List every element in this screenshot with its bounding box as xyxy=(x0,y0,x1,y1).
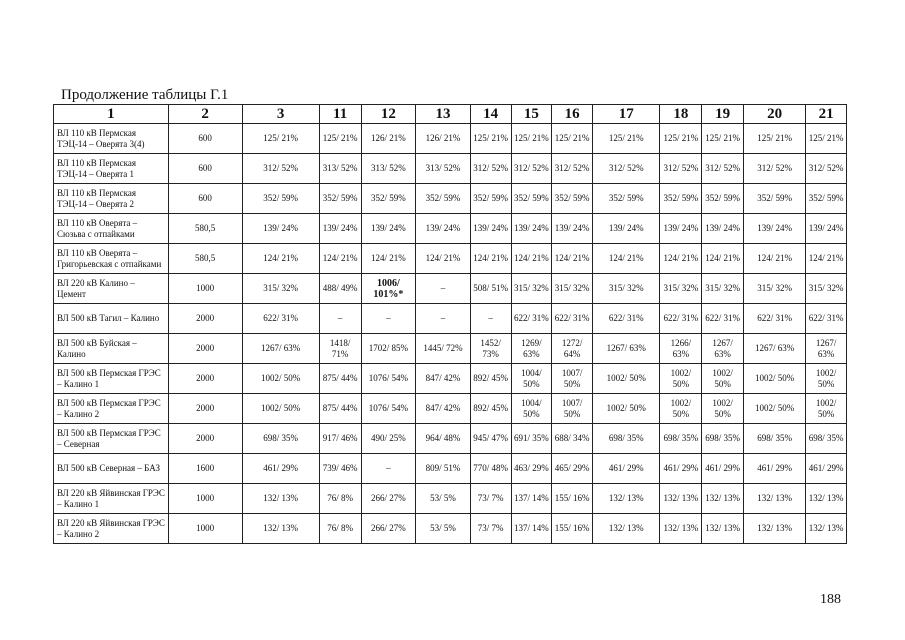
line-name-cell: ВЛ 110 кВ Оверята – Григорьевская с отпайками xyxy=(54,244,169,274)
table-cell: 126/ 21% xyxy=(361,124,416,154)
table-cell: 315/ 32% xyxy=(744,274,806,304)
table-cell: 1002/ 50% xyxy=(744,364,806,394)
table-cell: 73/ 7% xyxy=(470,514,511,544)
table-row xyxy=(54,424,847,454)
table-row xyxy=(54,364,847,394)
column-header: 21 xyxy=(806,105,847,124)
table-caption: Продолжение таблицы Г.1 xyxy=(61,87,229,103)
table-cell: 463/ 29% xyxy=(511,454,552,484)
table-cell: 691/ 35% xyxy=(511,424,552,454)
table-cell: 312/ 52% xyxy=(511,154,552,184)
table-cell: 352/ 59% xyxy=(242,184,319,214)
table-cell: 580,5 xyxy=(168,244,242,274)
table-cell: 125/ 21% xyxy=(702,124,744,154)
table-cell: – xyxy=(361,304,416,334)
table-cell: 917/ 46% xyxy=(319,424,361,454)
table-cell: 1006/ 101%* xyxy=(361,274,416,304)
table-cell: 132/ 13% xyxy=(744,484,806,514)
table-cell: 352/ 59% xyxy=(744,184,806,214)
column-header: 12 xyxy=(361,105,416,124)
table-cell: 315/ 32% xyxy=(511,274,552,304)
line-name-cell: ВЛ 500 кВ Северная – БАЗ xyxy=(54,454,169,484)
column-header: 13 xyxy=(416,105,471,124)
table-cell: 125/ 21% xyxy=(592,124,660,154)
line-name-cell: ВЛ 110 кВ Пермская ТЭЦ-14 – Оверята 1 xyxy=(54,154,169,184)
table-cell: 1002/ 50% xyxy=(806,364,847,394)
table-cell: 315/ 32% xyxy=(242,274,319,304)
table-cell: 698/ 35% xyxy=(744,424,806,454)
table-cell: 312/ 52% xyxy=(552,154,593,184)
table-cell: 139/ 24% xyxy=(552,214,593,244)
table-cell: 1272/ 64% xyxy=(552,334,593,364)
table-cell: 73/ 7% xyxy=(470,484,511,514)
table-cell: – xyxy=(361,454,416,484)
table-cell: 461/ 29% xyxy=(702,454,744,484)
table-cell: 1002/ 50% xyxy=(592,394,660,424)
table-cell: 698/ 35% xyxy=(242,424,319,454)
table-cell: 132/ 13% xyxy=(242,514,319,544)
table-cell: 892/ 45% xyxy=(470,394,511,424)
table-cell: 1076/ 54% xyxy=(361,394,416,424)
table-cell: 53/ 5% xyxy=(416,514,471,544)
table-cell: 461/ 29% xyxy=(806,454,847,484)
table-cell: 622/ 31% xyxy=(242,304,319,334)
table-cell: 137/ 14% xyxy=(511,484,552,514)
table-cell: 1266/ 63% xyxy=(660,334,702,364)
line-name-cell: ВЛ 220 кВ Яйвинская ГРЭС – Калино 2 xyxy=(54,514,169,544)
table-cell: 132/ 13% xyxy=(660,514,702,544)
table-cell: 1267/ 63% xyxy=(592,334,660,364)
table-cell: 461/ 29% xyxy=(660,454,702,484)
table-cell: 688/ 34% xyxy=(552,424,593,454)
table-cell: 315/ 32% xyxy=(702,274,744,304)
table-cell: 875/ 44% xyxy=(319,394,361,424)
table-cell: 124/ 21% xyxy=(416,244,471,274)
table-cell: 132/ 13% xyxy=(592,484,660,514)
table-cell: 1418/ 71% xyxy=(319,334,361,364)
table-cell: 139/ 24% xyxy=(744,214,806,244)
table-cell: 315/ 32% xyxy=(552,274,593,304)
table-cell: 352/ 59% xyxy=(319,184,361,214)
table-cell: 739/ 46% xyxy=(319,454,361,484)
table-cell: 600 xyxy=(168,124,242,154)
table-row xyxy=(54,274,847,304)
table-cell: 132/ 13% xyxy=(660,484,702,514)
line-name-cell: ВЛ 220 кВ Яйвинская ГРЭС – Калино 1 xyxy=(54,484,169,514)
table-cell: 1267/ 63% xyxy=(744,334,806,364)
table-cell: 945/ 47% xyxy=(470,424,511,454)
table-cell: 125/ 21% xyxy=(242,124,319,154)
table-cell: 1002/ 50% xyxy=(592,364,660,394)
line-name-cell: ВЛ 500 кВ Пермская ГРЭС – Северная xyxy=(54,424,169,454)
table-cell: 622/ 31% xyxy=(660,304,702,334)
table-cell: 964/ 48% xyxy=(416,424,471,454)
table-cell: 622/ 31% xyxy=(806,304,847,334)
table-cell: 139/ 24% xyxy=(660,214,702,244)
table-cell: 461/ 29% xyxy=(242,454,319,484)
table-cell: 125/ 21% xyxy=(552,124,593,154)
table-cell: 139/ 24% xyxy=(242,214,319,244)
table-cell: 1267/ 63% xyxy=(242,334,319,364)
table-cell: 508/ 51% xyxy=(470,274,511,304)
table-cell: 352/ 59% xyxy=(416,184,471,214)
table-cell: 125/ 21% xyxy=(319,124,361,154)
table-cell: 847/ 42% xyxy=(416,364,471,394)
data-table xyxy=(53,104,847,544)
table-row xyxy=(54,484,847,514)
table-cell: 2000 xyxy=(168,394,242,424)
column-header: 15 xyxy=(511,105,552,124)
table-row xyxy=(54,214,847,244)
table-cell: 622/ 31% xyxy=(702,304,744,334)
table-cell: 312/ 52% xyxy=(806,154,847,184)
line-name-cell: ВЛ 110 кВ Оверята – Сюзьва с отпайками xyxy=(54,214,169,244)
table-cell: 266/ 27% xyxy=(361,484,416,514)
table-cell: 1269/ 63% xyxy=(511,334,552,364)
table-cell: 125/ 21% xyxy=(511,124,552,154)
table-cell: 266/ 27% xyxy=(361,514,416,544)
line-name-cell: ВЛ 110 кВ Пермская ТЭЦ-14 – Оверята 2 xyxy=(54,184,169,214)
table-cell: 1007/ 50% xyxy=(552,394,593,424)
table-cell: 312/ 52% xyxy=(744,154,806,184)
table-cell: 1002/ 50% xyxy=(702,394,744,424)
column-header: 3 xyxy=(242,105,319,124)
table-cell: 352/ 59% xyxy=(470,184,511,214)
table-cell: 2000 xyxy=(168,364,242,394)
table-cell: 352/ 59% xyxy=(511,184,552,214)
column-header: 2 xyxy=(168,105,242,124)
table-cell: 622/ 31% xyxy=(552,304,593,334)
table-cell: 1267/ 63% xyxy=(806,334,847,364)
table-cell: 313/ 52% xyxy=(361,154,416,184)
table-cell: 352/ 59% xyxy=(702,184,744,214)
table-cell: 2000 xyxy=(168,334,242,364)
table-cell: 124/ 21% xyxy=(319,244,361,274)
table-cell: 461/ 29% xyxy=(592,454,660,484)
table-cell: 313/ 52% xyxy=(319,154,361,184)
table-cell: 1076/ 54% xyxy=(361,364,416,394)
table-cell: 352/ 59% xyxy=(592,184,660,214)
column-header: 16 xyxy=(552,105,593,124)
page-number: 188 xyxy=(820,592,841,607)
table-cell: 139/ 24% xyxy=(806,214,847,244)
table-cell: 315/ 32% xyxy=(660,274,702,304)
table-cell: 2000 xyxy=(168,304,242,334)
table-cell: 490/ 25% xyxy=(361,424,416,454)
table-cell: 155/ 16% xyxy=(552,484,593,514)
table-cell: 124/ 21% xyxy=(511,244,552,274)
table-cell: 137/ 14% xyxy=(511,514,552,544)
table-row xyxy=(54,514,847,544)
table-cell: 698/ 35% xyxy=(592,424,660,454)
table-cell: 124/ 21% xyxy=(242,244,319,274)
table-cell: – xyxy=(319,304,361,334)
table-cell: 124/ 21% xyxy=(552,244,593,274)
table-cell: 600 xyxy=(168,184,242,214)
table-cell: 770/ 48% xyxy=(470,454,511,484)
table-row xyxy=(54,244,847,274)
table-cell: 1002/ 50% xyxy=(242,364,319,394)
table-cell: 139/ 24% xyxy=(361,214,416,244)
table-cell: 132/ 13% xyxy=(744,514,806,544)
table-cell: 132/ 13% xyxy=(592,514,660,544)
table-cell: 1000 xyxy=(168,514,242,544)
table-cell: 580,5 xyxy=(168,214,242,244)
table-cell: 132/ 13% xyxy=(702,514,744,544)
table-cell: 124/ 21% xyxy=(744,244,806,274)
column-header: 14 xyxy=(470,105,511,124)
table-cell: 461/ 29% xyxy=(744,454,806,484)
table-cell: – xyxy=(470,304,511,334)
table-cell: 139/ 24% xyxy=(511,214,552,244)
table-cell: 139/ 24% xyxy=(592,214,660,244)
table-cell: 124/ 21% xyxy=(592,244,660,274)
table-cell: 125/ 21% xyxy=(744,124,806,154)
table-cell: 1000 xyxy=(168,484,242,514)
table-cell: 125/ 21% xyxy=(660,124,702,154)
table-cell: 622/ 31% xyxy=(592,304,660,334)
table-cell: 698/ 35% xyxy=(806,424,847,454)
table-cell: 875/ 44% xyxy=(319,364,361,394)
table-cell: 139/ 24% xyxy=(470,214,511,244)
table-cell: 132/ 13% xyxy=(806,484,847,514)
table-cell: 622/ 31% xyxy=(744,304,806,334)
table-cell: 312/ 52% xyxy=(470,154,511,184)
table-cell: 1002/ 50% xyxy=(242,394,319,424)
table-row xyxy=(54,394,847,424)
table-cell: 809/ 51% xyxy=(416,454,471,484)
table-cell: 76/ 8% xyxy=(319,514,361,544)
table-cell: 315/ 32% xyxy=(806,274,847,304)
table-cell: 1267/ 63% xyxy=(702,334,744,364)
table-cell: – xyxy=(416,274,471,304)
table-body xyxy=(54,124,847,544)
table-cell: 132/ 13% xyxy=(702,484,744,514)
table-cell: 622/ 31% xyxy=(511,304,552,334)
table-cell: 124/ 21% xyxy=(470,244,511,274)
column-header: 17 xyxy=(592,105,660,124)
table-cell: 488/ 49% xyxy=(319,274,361,304)
table-cell: 1600 xyxy=(168,454,242,484)
column-header: 11 xyxy=(319,105,361,124)
table-cell: 312/ 52% xyxy=(592,154,660,184)
table-cell: 312/ 52% xyxy=(242,154,319,184)
line-name-cell: ВЛ 110 кВ Пермская ТЭЦ-14 – Оверята 3(4) xyxy=(54,124,169,154)
table-cell: 352/ 59% xyxy=(361,184,416,214)
table-cell: 1004/ 50% xyxy=(511,394,552,424)
table-cell: 312/ 52% xyxy=(660,154,702,184)
column-header: 19 xyxy=(702,105,744,124)
table-cell: 1445/ 72% xyxy=(416,334,471,364)
table-row xyxy=(54,304,847,334)
table-cell: 1452/ 73% xyxy=(470,334,511,364)
line-name-cell: ВЛ 500 кВ Пермская ГРЭС – Калино 1 xyxy=(54,364,169,394)
table-cell: 1002/ 50% xyxy=(806,394,847,424)
table-cell: – xyxy=(416,304,471,334)
table-cell: 139/ 24% xyxy=(416,214,471,244)
table-cell: 465/ 29% xyxy=(552,454,593,484)
column-header: 1 xyxy=(54,105,169,124)
table-cell: 1002/ 50% xyxy=(744,394,806,424)
table-cell: 1000 xyxy=(168,274,242,304)
table-cell: 1002/ 50% xyxy=(660,394,702,424)
table-cell: 53/ 5% xyxy=(416,484,471,514)
table-cell: 352/ 59% xyxy=(806,184,847,214)
table-cell: 352/ 59% xyxy=(660,184,702,214)
table-cell: 1004/ 50% xyxy=(511,364,552,394)
column-header: 18 xyxy=(660,105,702,124)
table-cell: 124/ 21% xyxy=(806,244,847,274)
table-cell: 124/ 21% xyxy=(702,244,744,274)
table-cell: 1002/ 50% xyxy=(702,364,744,394)
table-cell: 315/ 32% xyxy=(592,274,660,304)
table-cell: 1702/ 85% xyxy=(361,334,416,364)
table-cell: 124/ 21% xyxy=(361,244,416,274)
table-cell: 352/ 59% xyxy=(552,184,593,214)
line-name-cell: ВЛ 500 кВ Тагил – Калино xyxy=(54,304,169,334)
line-name-cell: ВЛ 220 кВ Калино – Цемент xyxy=(54,274,169,304)
line-name-cell: ВЛ 500 кВ Пермская ГРЭС – Калино 2 xyxy=(54,394,169,424)
table-cell: 2000 xyxy=(168,424,242,454)
table-cell: 76/ 8% xyxy=(319,484,361,514)
table-cell: 847/ 42% xyxy=(416,394,471,424)
table-cell: 139/ 24% xyxy=(319,214,361,244)
table-cell: 313/ 52% xyxy=(416,154,471,184)
table-cell: 126/ 21% xyxy=(416,124,471,154)
table-row xyxy=(54,154,847,184)
table-cell: 698/ 35% xyxy=(702,424,744,454)
table-cell: 124/ 21% xyxy=(660,244,702,274)
table-cell: 139/ 24% xyxy=(702,214,744,244)
line-name-cell: ВЛ 500 кВ Буйская – Калино xyxy=(54,334,169,364)
table-cell: 312/ 52% xyxy=(702,154,744,184)
table-cell: 1007/ 50% xyxy=(552,364,593,394)
table-row xyxy=(54,124,847,154)
column-header: 20 xyxy=(744,105,806,124)
table-row xyxy=(54,454,847,484)
table-header-row xyxy=(54,105,847,124)
table-row xyxy=(54,334,847,364)
table-cell: 132/ 13% xyxy=(806,514,847,544)
table-cell: 698/ 35% xyxy=(660,424,702,454)
table-cell: 125/ 21% xyxy=(470,124,511,154)
table-cell: 1002/ 50% xyxy=(660,364,702,394)
table-cell: 132/ 13% xyxy=(242,484,319,514)
table-cell: 155/ 16% xyxy=(552,514,593,544)
table-row xyxy=(54,184,847,214)
table-cell: 125/ 21% xyxy=(806,124,847,154)
table-cell: 892/ 45% xyxy=(470,364,511,394)
table-cell: 600 xyxy=(168,154,242,184)
